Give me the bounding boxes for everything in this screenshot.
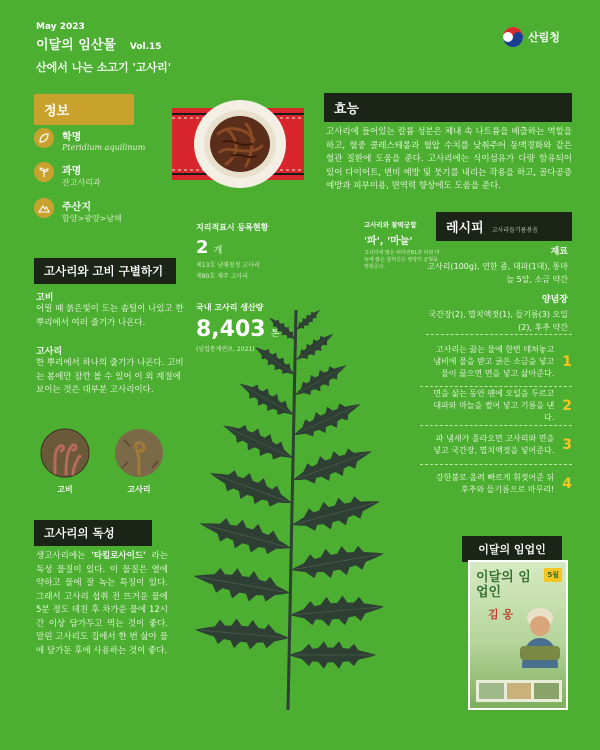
compare-text <box>36 290 184 398</box>
info-label: 과명 <box>62 166 82 177</box>
recipe-divider <box>426 334 572 335</box>
compare-header: 고사리와 고비 구별하기 <box>34 258 176 284</box>
pairing-value: '파', '마늘' <box>364 236 413 247</box>
forest-service-logo <box>502 26 560 48</box>
effects-text: 고사리에 들어있는 칼륨 성분은 체내 속 나트륨을 배출하는 역할을 하고, 혈중 콜레스테롤과 혈압 수치를 낮춰주어 동맥경화와 같은 혈관 질환에 도움을 준다. 고사리에는 식이섬유가 다량 함유되어 있어 다이어트, 변비 예방 및 붓기를 내리는 작용을 하고, 골다공증 예방과 피부미용, 면역력 향상에도 도움을 준다. <box>326 127 572 191</box>
recipe-ingredients <box>424 244 568 334</box>
cover-name: 김 웅 <box>488 608 514 621</box>
info-label: 학명 <box>62 132 82 143</box>
step-number: 3 <box>562 437 572 453</box>
pairing-title: 고사리와 찰떡궁합 <box>364 221 417 229</box>
cover-footer <box>476 680 562 702</box>
recipe-title: 레시피 <box>446 221 484 236</box>
info-value: 함양>광양>남해 <box>62 214 122 223</box>
gobi-title: 고비 <box>36 293 54 303</box>
cover-title: 이달의 임업인 <box>476 570 531 600</box>
sauce-text: 국간장(2), 멸치액젓(1), 들기름(3) 오일(2), 후추 약간 <box>428 310 568 332</box>
taeguk-icon <box>502 26 524 48</box>
gobi-image <box>40 428 90 495</box>
step-text: 파 냄새가 올라오면 고사리와 면을 넣고 국간장, 멸치액젓을 넣어준다. <box>433 434 555 455</box>
sauce-title: 양념장 <box>541 295 568 305</box>
gosari-title: 고사리 <box>36 347 63 357</box>
recipe-step <box>420 389 572 422</box>
gobi-text: 어릴 때 붉은빛이 도는 솜털이 나있고 한 뿌리에서 여러 줄기가 나온다. <box>36 304 184 328</box>
production-source: (임업통계연보, 2021) <box>196 346 255 353</box>
info-value: Pteridium aquilinum <box>62 143 146 152</box>
toxicity-keyword: '타킬로사이드' <box>91 551 146 561</box>
info-header: 정보 <box>34 94 134 125</box>
recipe-subtitle: 고사리들기름볶음 <box>491 227 539 234</box>
step-number: 1 <box>562 354 572 370</box>
recipe-steps <box>420 344 572 497</box>
gobi-image-label: 고비 <box>57 485 73 494</box>
leaf-icon <box>34 128 54 148</box>
info-label: 주산지 <box>62 202 91 213</box>
registry-block <box>196 222 306 280</box>
production-title: 국내 고사리 생산량 <box>196 303 264 312</box>
logo-text: 산림청 <box>528 31 560 44</box>
step-number: 2 <box>562 398 572 414</box>
person-photo <box>510 602 566 668</box>
series-title: 이달의 임산물 <box>36 38 116 53</box>
registry-count: 2 <box>196 237 209 258</box>
registry-item: 제80호 제주 고사리 <box>196 273 249 280</box>
registry-unit: 개 <box>213 246 223 256</box>
step-text: 강한불로 올려 빠르게 휘젓어준 뒤 후추와 들기름으로 마무리! <box>435 473 555 494</box>
cover-badge: 5월 <box>544 568 562 582</box>
info-item <box>34 128 174 152</box>
person-magazine-cover[interactable] <box>468 560 568 710</box>
production-unit: 톤 <box>270 329 280 339</box>
pairing-desc: 고사리에 많은 비타민B1과 파와 마늘에 많은 알리신은 영양의 균형을 맞춰준다. <box>364 250 440 270</box>
gosari-image <box>114 428 164 495</box>
mountain-icon <box>34 198 54 218</box>
step-text: 면을 삶는 동안 팬에 오일을 두르고 대파와 마늘을 썰어 넣고 기름을 낸다. <box>433 389 555 422</box>
info-value: 잔고사리과 <box>62 178 101 187</box>
person-header: 이달의 임업인 <box>462 536 562 562</box>
fern-frond-illustration <box>170 300 420 720</box>
volume-label: Vol.15 <box>129 42 162 52</box>
gosari-image-label: 고사리 <box>127 485 151 494</box>
gosari-dish-illustration <box>168 94 308 194</box>
production-value: 8,403 <box>196 317 266 342</box>
toxicity-header: 고사리의 독성 <box>34 520 152 546</box>
header-date: May 2023 <box>36 22 85 32</box>
ingredients-title: 재료 <box>550 247 568 257</box>
recipe-header <box>436 212 572 241</box>
info-item <box>34 162 174 188</box>
registry-title: 지리적표시 등록현황 <box>196 223 269 232</box>
toxicity-text-pre: 생고사리에는 <box>36 551 92 561</box>
toxicity-text-post: 라는 독성 물질이 있다. 이 물질은 열에 약하고 물에 잘 녹는 특징이 있다. 그래서 고사리 섭취 전 뜨거운 물에 5분 정도 데친 후 차가운 물에 12시간 이상 담가두고 먹는 것이 좋다. 말린 고사리도 집에서 한 번 삶아 물에 담가둔 후에 사용하는 것이 좋다. <box>36 551 169 656</box>
gosari-text: 한 뿌리에서 하나의 줄기가 나온다. 고비는 봄에만 잠깐 볼 수 있어 이 외 계절에 보이는 것은 대부분 고사리이다. <box>36 358 184 395</box>
recipe-step <box>420 432 572 458</box>
info-list <box>34 128 174 224</box>
ingredients-text: 고사리(100g), 연한 좀, 대파(1대), 통마늘 5알, 소금 약간 <box>427 262 568 284</box>
subtitle: 산에서 나는 소고기 '고사리' <box>36 61 172 74</box>
toxicity-text <box>36 550 168 658</box>
header <box>36 22 171 75</box>
info-item <box>34 198 174 224</box>
registry-item: 제13호 남해청정 고사리 <box>196 262 260 269</box>
recipe-step <box>420 344 572 380</box>
effects-header: 효능 <box>324 93 572 122</box>
sprout-icon <box>34 162 54 182</box>
step-text: 고사리는 끓는 물에 한번 데쳐놓고 냄비에 물을 받고 굵은 소금을 넣고 물이 끓으면 면을 넣고 삶아준다. <box>433 345 555 378</box>
step-number: 4 <box>562 476 572 492</box>
recipe-step <box>420 471 572 497</box>
